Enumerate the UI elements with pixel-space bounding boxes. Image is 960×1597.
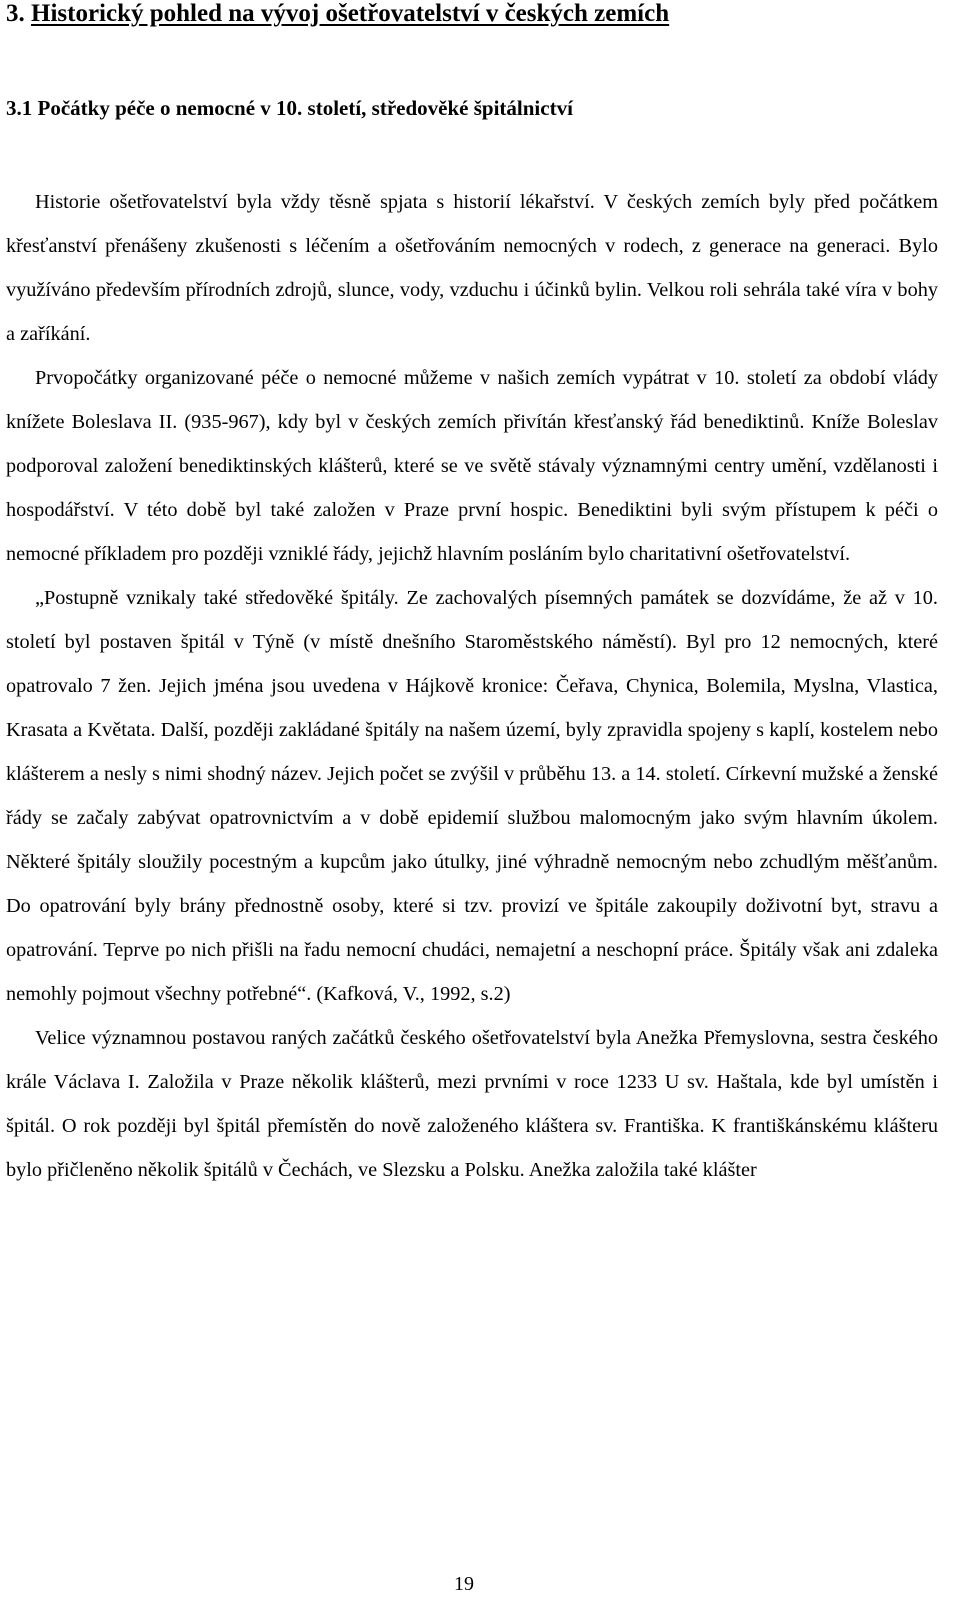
paragraph: Historie ošetřovatelství byla vždy těsně spjata s historií lékařství. V českých zemích byly před počátkem křesťanství přenášeny zkušenosti s léčením a ošetřováním nemocných v rodech, z generace na generaci. Bylo využíváno především přírodních zdrojů, slunce, vody, vzduchu i účinků bylin. Velkou roli sehrála také víra v bohy a zaříkání. bbox=[6, 191, 938, 345]
page-number: 19 bbox=[454, 1573, 474, 1595]
body-text bbox=[6, 180, 938, 1192]
paragraph: Velice významnou postavou raných začátků českého ošetřovatelství byla Anežka Přemyslovna, sestra českého krále Václava I. Založila v Praze několik klášterů, mezi prvními v roce 1233 U sv. Haštala, kde byl umístěn i špitál. O rok později byl špitál přemístěn do nově založeného kláštera sv. Františka. K františkánskému klášteru bylo přičleněno několik špitálů v Čechách, ve Slezsku a Polsku. Anežka založila také klášter bbox=[6, 1027, 938, 1181]
paragraph: Prvopočátky organizované péče o nemocné můžeme v našich zemích vypátrat v 10. století za období vlády knížete Boleslava II. (935-967), kdy byl v českých zemích přivítán křesťanský řád benediktinů. Kníže Boleslav podporoval založení benediktinských klášterů, které se ve světě stávaly významnými centry umění, vzdělanosti i hospodářství. V této době byl také založen v Praze první hospic. Benediktini byli svým přístupem k péči o nemocné příkladem pro později vzniklé řády, jejichž hlavním posláním bylo charitativní ošetřovatelství. bbox=[6, 367, 938, 565]
chapter-number: 3. bbox=[6, 0, 25, 27]
chapter-heading bbox=[6, 0, 669, 30]
chapter-title: Historický pohled na vývoj ošetřovatelství v českých zemích bbox=[31, 0, 670, 27]
paragraph: „Postupně vznikaly také středověké špitály. Ze zachovalých písemných památek se dozvídáme, že až v 10. století byl postaven špitál v Týně (v místě dnešního Staroměstského náměstí). Byl pro 12 nemocných, které opatrovalo 7 žen. Jejich jména jsou uvedena v Hájkově kronice: Čeřava, Chynica, Bolemila, Myslna, Vlastica, Krasata a Květata. Další, později zakládané špitály na našem území, byly zpravidla spojeny s kaplí, kostelem nebo klášterem a nesly s nimi shodný název. Jejich počet se zvýšil v průběhu 13. a 14. století. Církevní mužské a ženské řády se začaly zabývat opatrovnictvím a v době epidemií službou malomocným jako svým hlavním úkolem. Některé špitály sloužily pocestným a kupcům jako útulky, jiné výhradně nemocným nebo zchudlým měšťanům. Do opatrování byly brány přednostně osoby, které si tzv. provizí ve špitále zakoupily doživotní byt, stravu a opatrování. Teprve po nich přišli na řadu nemocní chudáci, nemajetní a neschopní práce. Špitály však ani zdaleka nemohly pojmout všechny potřebné“. (Kafková, V., 1992, s.2) bbox=[6, 587, 938, 1005]
section-heading: 3.1 Počátky péče o nemocné v 10. století, středověké špitálnictví bbox=[6, 96, 573, 120]
